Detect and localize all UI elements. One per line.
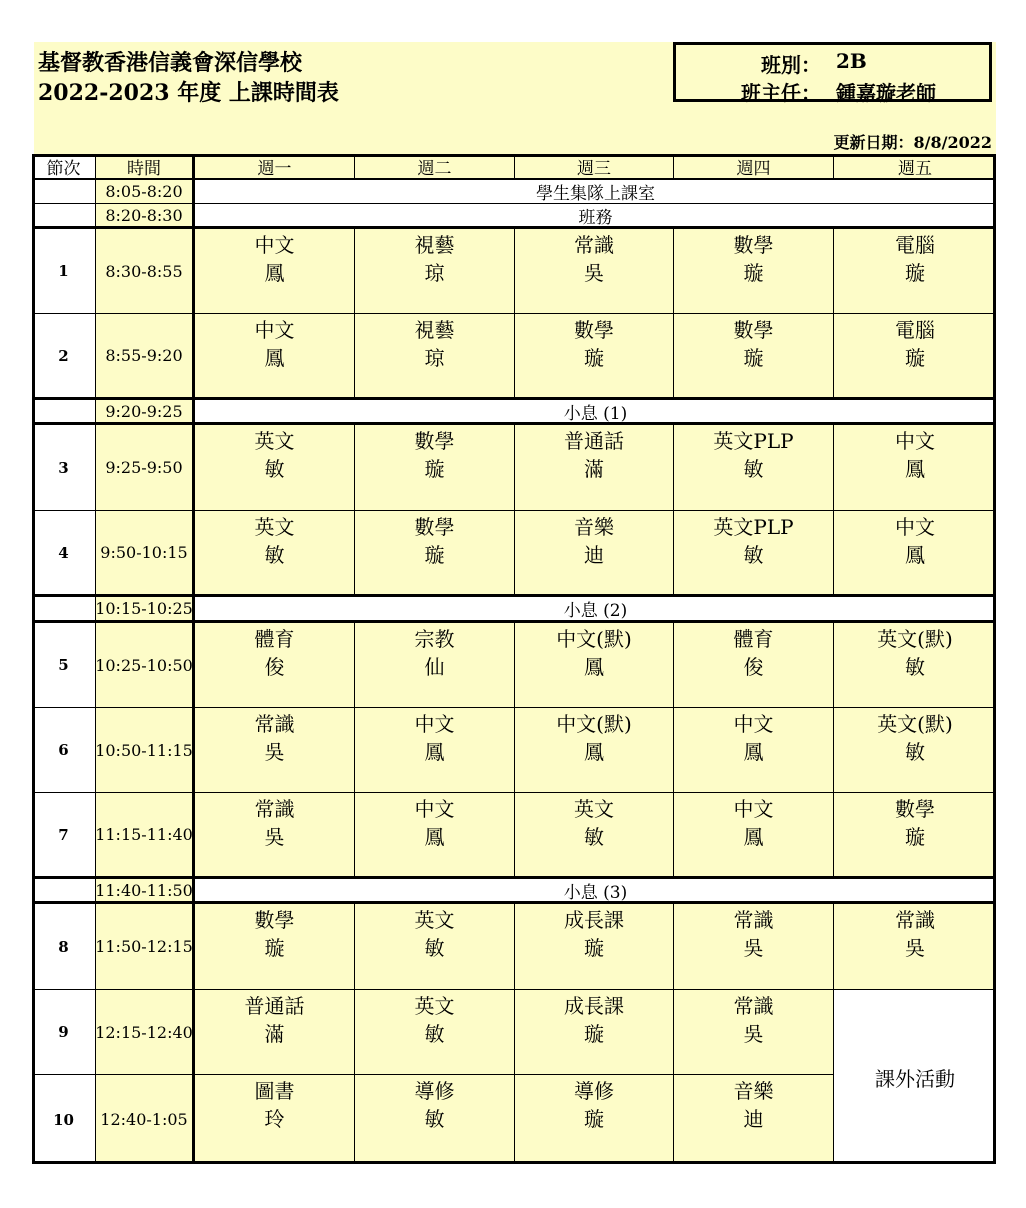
lesson-cell	[195, 511, 355, 597]
lesson-cell	[834, 708, 996, 793]
lesson-teacher: 滿	[264, 1022, 285, 1046]
timetable-grid	[32, 154, 996, 1164]
span-row-label: 學生集隊上課室	[195, 180, 996, 204]
col-header-day: 週二	[355, 154, 515, 180]
lesson-teacher: 璇	[584, 936, 604, 960]
period-number-empty	[32, 180, 96, 204]
lesson-subject: 常識	[574, 233, 614, 257]
class-value: 2B	[836, 49, 867, 73]
col-header-time: 時間	[96, 154, 195, 180]
lesson-cell	[834, 511, 996, 597]
lesson-teacher: 敏	[424, 1022, 445, 1046]
lesson-teacher: 仙	[424, 655, 445, 679]
lesson-teacher: 吳	[584, 261, 604, 285]
lesson-teacher: 吳	[743, 936, 764, 960]
lesson-cell	[515, 904, 674, 990]
lesson-subject: 視藝	[414, 318, 455, 342]
lesson-subject: 常識	[254, 712, 295, 736]
time-slot: 11:40-11:50	[96, 879, 195, 904]
lesson-cell	[195, 1075, 355, 1164]
lesson-teacher: 鳳	[743, 825, 764, 849]
lesson-subject: 英文(默)	[877, 712, 953, 736]
lesson-teacher: 玲	[264, 1107, 285, 1131]
lesson-cell	[195, 314, 355, 400]
lesson-subject: 宗教	[414, 627, 455, 651]
extra-activity-cell: 課外活動	[875, 1066, 955, 1091]
timetable-title: 2022-2023 年度 上課時間表	[38, 80, 339, 106]
time-slot: 11:15-11:40	[96, 793, 195, 879]
lesson-teacher: 鳳	[905, 543, 925, 567]
period-number: 5	[32, 623, 96, 708]
lesson-subject: 普通話	[564, 429, 624, 453]
lesson-cell	[674, 314, 834, 400]
lesson-subject: 電腦	[895, 233, 935, 257]
lesson-cell	[355, 229, 515, 314]
lesson-teacher: 鳳	[905, 457, 925, 481]
col-header-day: 週四	[674, 154, 834, 180]
lesson-cell	[355, 623, 515, 708]
lesson-teacher: 璇	[905, 261, 925, 285]
col-header-day: 週五	[834, 154, 996, 180]
lesson-subject: 音樂	[733, 1079, 774, 1103]
lesson-teacher: 琼	[424, 261, 445, 285]
lesson-cell	[195, 904, 355, 990]
lesson-teacher: 迪	[743, 1107, 764, 1131]
lesson-subject: 英文(默)	[877, 627, 953, 651]
lesson-cell	[515, 990, 674, 1075]
period-number: 7	[32, 793, 96, 879]
lesson-subject: 數學	[574, 318, 614, 342]
lesson-teacher: 敏	[424, 1107, 445, 1131]
class-info-box	[673, 42, 992, 105]
lesson-cell	[355, 990, 515, 1075]
update-date: 更新日期：8/8/2022	[833, 133, 992, 152]
lesson-cell	[674, 511, 834, 597]
lesson-cell	[195, 793, 355, 879]
lesson-teacher: 敏	[905, 740, 925, 764]
lesson-teacher: 吳	[264, 740, 285, 764]
period-number: 6	[32, 708, 96, 793]
period-number: 9	[32, 990, 96, 1075]
time-slot: 10:15-10:25	[96, 597, 195, 623]
lesson-subject: 英文PLP	[713, 515, 794, 539]
lesson-teacher: 敏	[264, 543, 285, 567]
lesson-teacher: 敏	[584, 825, 604, 849]
lesson-cell	[834, 623, 996, 708]
lesson-subject: 體育	[254, 627, 295, 651]
lesson-cell	[355, 1075, 515, 1164]
class-teacher-label: 班主任：	[741, 81, 821, 105]
lesson-subject: 數學	[733, 318, 774, 342]
lesson-teacher: 鳳	[264, 261, 285, 285]
lesson-subject: 中文	[254, 318, 295, 342]
period-number-empty	[32, 879, 96, 904]
time-slot: 9:50-10:15	[96, 511, 195, 597]
lesson-cell	[515, 425, 674, 511]
lesson-subject: 常識	[733, 908, 774, 932]
lesson-cell	[355, 314, 515, 400]
col-header-day: 週三	[515, 154, 674, 180]
period-number: 2	[32, 314, 96, 400]
time-slot: 9:25-9:50	[96, 425, 195, 511]
time-slot: 12:40-1:05	[96, 1075, 195, 1164]
lesson-subject: 中文	[254, 233, 295, 257]
lesson-subject: 英文	[254, 429, 295, 453]
lesson-subject: 英文	[574, 797, 614, 821]
lesson-subject: 英文	[414, 994, 455, 1018]
span-row-label: 班務	[195, 204, 996, 229]
lesson-teacher: 璇	[905, 825, 925, 849]
lesson-subject: 中文	[895, 429, 935, 453]
lesson-cell	[834, 314, 996, 400]
lesson-teacher: 璇	[743, 261, 764, 285]
lesson-cell	[515, 314, 674, 400]
lesson-cell	[355, 708, 515, 793]
lesson-teacher: 俊	[743, 655, 764, 679]
lesson-cell	[674, 904, 834, 990]
lesson-cell	[674, 229, 834, 314]
period-number: 4	[32, 511, 96, 597]
lesson-subject: 常識	[733, 994, 774, 1018]
lesson-subject: 英文	[254, 515, 295, 539]
lesson-teacher: 璇	[584, 1107, 604, 1131]
lesson-teacher: 璇	[264, 936, 285, 960]
lesson-cell	[834, 229, 996, 314]
lesson-subject: 中文	[733, 712, 774, 736]
lesson-cell	[674, 623, 834, 708]
lesson-subject: 圖書	[254, 1079, 295, 1103]
lesson-cell	[674, 990, 834, 1075]
lesson-subject: 常識	[895, 908, 935, 932]
lesson-cell	[834, 793, 996, 879]
lesson-teacher: 鳳	[424, 825, 445, 849]
lesson-teacher: 敏	[743, 457, 764, 481]
time-slot: 12:15-12:40	[96, 990, 195, 1075]
lesson-teacher: 敏	[905, 655, 925, 679]
period-number: 10	[32, 1075, 96, 1164]
span-row-label: 小息 (3)	[195, 879, 996, 904]
lesson-subject: 音樂	[574, 515, 614, 539]
lesson-cell	[515, 793, 674, 879]
lesson-teacher: 鳳	[424, 740, 445, 764]
lesson-subject: 英文	[414, 908, 455, 932]
lesson-teacher: 璇	[424, 457, 445, 481]
lesson-teacher: 迪	[584, 543, 604, 567]
lesson-teacher: 滿	[584, 457, 604, 481]
lesson-cell	[355, 793, 515, 879]
lesson-subject: 中文	[414, 797, 455, 821]
lesson-subject: 數學	[414, 429, 455, 453]
time-slot: 9:20-9:25	[96, 400, 195, 425]
lesson-cell	[515, 708, 674, 793]
time-slot: 10:25-10:50	[96, 623, 195, 708]
lesson-subject: 數學	[733, 233, 774, 257]
school-name: 基督教香港信義會深信學校	[38, 50, 303, 76]
lesson-subject: 常識	[254, 797, 295, 821]
class-label: 班別：	[761, 53, 821, 77]
lesson-subject: 英文PLP	[713, 429, 794, 453]
period-number: 1	[32, 229, 96, 314]
lesson-subject: 視藝	[414, 233, 455, 257]
lesson-cell	[515, 623, 674, 708]
lesson-cell	[355, 904, 515, 990]
lesson-subject: 中文	[895, 515, 935, 539]
lesson-subject: 體育	[733, 627, 774, 651]
lesson-teacher: 敏	[264, 457, 285, 481]
lesson-cell	[834, 425, 996, 511]
lesson-cell	[834, 904, 996, 990]
lesson-cell	[515, 229, 674, 314]
lesson-teacher: 鳳	[264, 346, 285, 370]
lesson-cell	[355, 511, 515, 597]
class-teacher-value: 鍾嘉璇老師	[836, 81, 936, 105]
time-slot: 8:30-8:55	[96, 229, 195, 314]
lesson-teacher: 璇	[584, 346, 604, 370]
col-header-period: 節次	[32, 154, 96, 180]
lesson-teacher: 琼	[424, 346, 445, 370]
span-row-label: 小息 (2)	[195, 597, 996, 623]
period-number-empty	[32, 400, 96, 425]
period-number: 8	[32, 904, 96, 990]
lesson-teacher: 吳	[743, 1022, 764, 1046]
period-number-empty	[32, 204, 96, 229]
lesson-teacher: 敏	[743, 543, 764, 567]
lesson-subject: 電腦	[895, 318, 935, 342]
time-slot: 11:50-12:15	[96, 904, 195, 990]
lesson-cell	[195, 425, 355, 511]
lesson-cell	[355, 425, 515, 511]
lesson-teacher: 鳳	[584, 655, 604, 679]
lesson-subject: 成長課	[564, 994, 624, 1018]
lesson-teacher: 璇	[424, 543, 445, 567]
lesson-subject: 導修	[574, 1079, 614, 1103]
lesson-teacher: 吳	[905, 936, 925, 960]
lesson-cell	[674, 425, 834, 511]
lesson-teacher: 璇	[743, 346, 764, 370]
lesson-subject: 導修	[414, 1079, 455, 1103]
span-row-label: 小息 (1)	[195, 400, 996, 425]
lesson-subject: 中文(默)	[556, 627, 632, 651]
lesson-teacher: 敏	[424, 936, 445, 960]
lesson-cell	[674, 793, 834, 879]
lesson-subject: 數學	[254, 908, 295, 932]
timetable-header	[34, 42, 996, 154]
lesson-cell	[195, 229, 355, 314]
lesson-subject: 成長課	[564, 908, 624, 932]
time-slot: 8:20-8:30	[96, 204, 195, 229]
lesson-subject: 中文	[414, 712, 455, 736]
lesson-teacher: 吳	[264, 825, 285, 849]
lesson-subject: 數學	[414, 515, 455, 539]
lesson-subject: 數學	[895, 797, 935, 821]
lesson-cell	[674, 708, 834, 793]
lesson-cell	[674, 1075, 834, 1164]
lesson-cell	[515, 511, 674, 597]
lesson-subject: 普通話	[244, 994, 305, 1018]
lesson-teacher: 璇	[905, 346, 925, 370]
time-slot: 8:05-8:20	[96, 180, 195, 204]
lesson-teacher: 俊	[264, 655, 285, 679]
lesson-cell	[515, 1075, 674, 1164]
lesson-cell	[195, 623, 355, 708]
col-header-day: 週一	[195, 154, 355, 180]
time-slot: 10:50-11:15	[96, 708, 195, 793]
period-number: 3	[32, 425, 96, 511]
lesson-teacher: 鳳	[584, 740, 604, 764]
lesson-cell	[195, 708, 355, 793]
lesson-cell	[195, 990, 355, 1075]
time-slot: 8:55-9:20	[96, 314, 195, 400]
lesson-subject: 中文	[733, 797, 774, 821]
period-number-empty	[32, 597, 96, 623]
lesson-subject: 中文(默)	[556, 712, 632, 736]
lesson-teacher: 璇	[584, 1022, 604, 1046]
lesson-teacher: 鳳	[743, 740, 764, 764]
